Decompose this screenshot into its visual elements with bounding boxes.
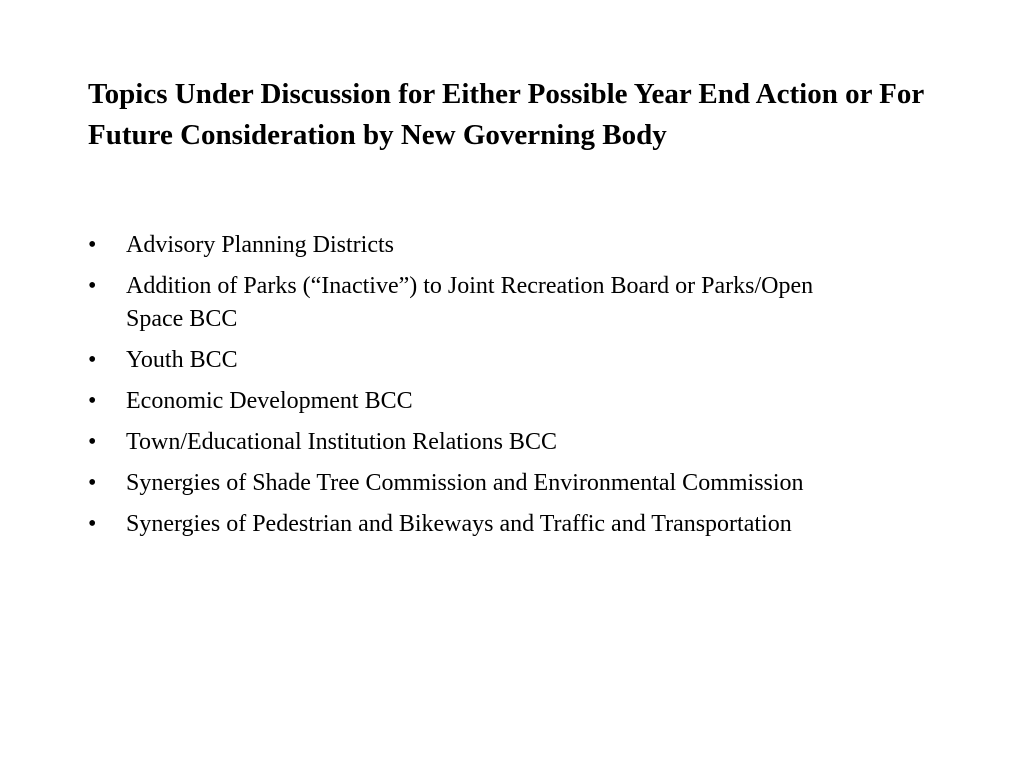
list-item [88, 385, 846, 418]
list-item-text: Town/Educational Institution Relations BCC [126, 429, 557, 455]
list-item [88, 508, 986, 541]
topic-list [88, 229, 988, 549]
list-item-text: Synergies of Shade Tree Commission and Environmental Commission [126, 470, 804, 496]
slide-title: Topics Under Discussion for Either Possible Year End Action or For Future Consideration by New Governing Body [88, 78, 924, 151]
list-item-text: Synergies of Pedestrian and Bikeways and Traffic and Transportation [126, 511, 792, 537]
list-item-text: Youth BCC [126, 347, 238, 373]
list-item [88, 229, 846, 262]
bullet-icon: • [88, 232, 97, 258]
bullet-icon: • [88, 388, 97, 414]
list-item [88, 270, 846, 336]
bullet-icon: • [88, 347, 97, 373]
list-item [88, 344, 846, 377]
list-item-text: Economic Development BCC [126, 388, 413, 414]
list-item [88, 426, 846, 459]
list-item-text: Addition of Parks (“Inactive”) to Joint Recreation Board or Parks/Open Space BCC [126, 273, 814, 332]
list-item-text: Advisory Planning Districts [126, 232, 394, 258]
bullet-icon: • [88, 470, 97, 496]
bullet-icon: • [88, 429, 97, 455]
bullet-icon: • [88, 273, 97, 299]
bullet-icon: • [88, 511, 97, 537]
list-item [88, 467, 986, 500]
